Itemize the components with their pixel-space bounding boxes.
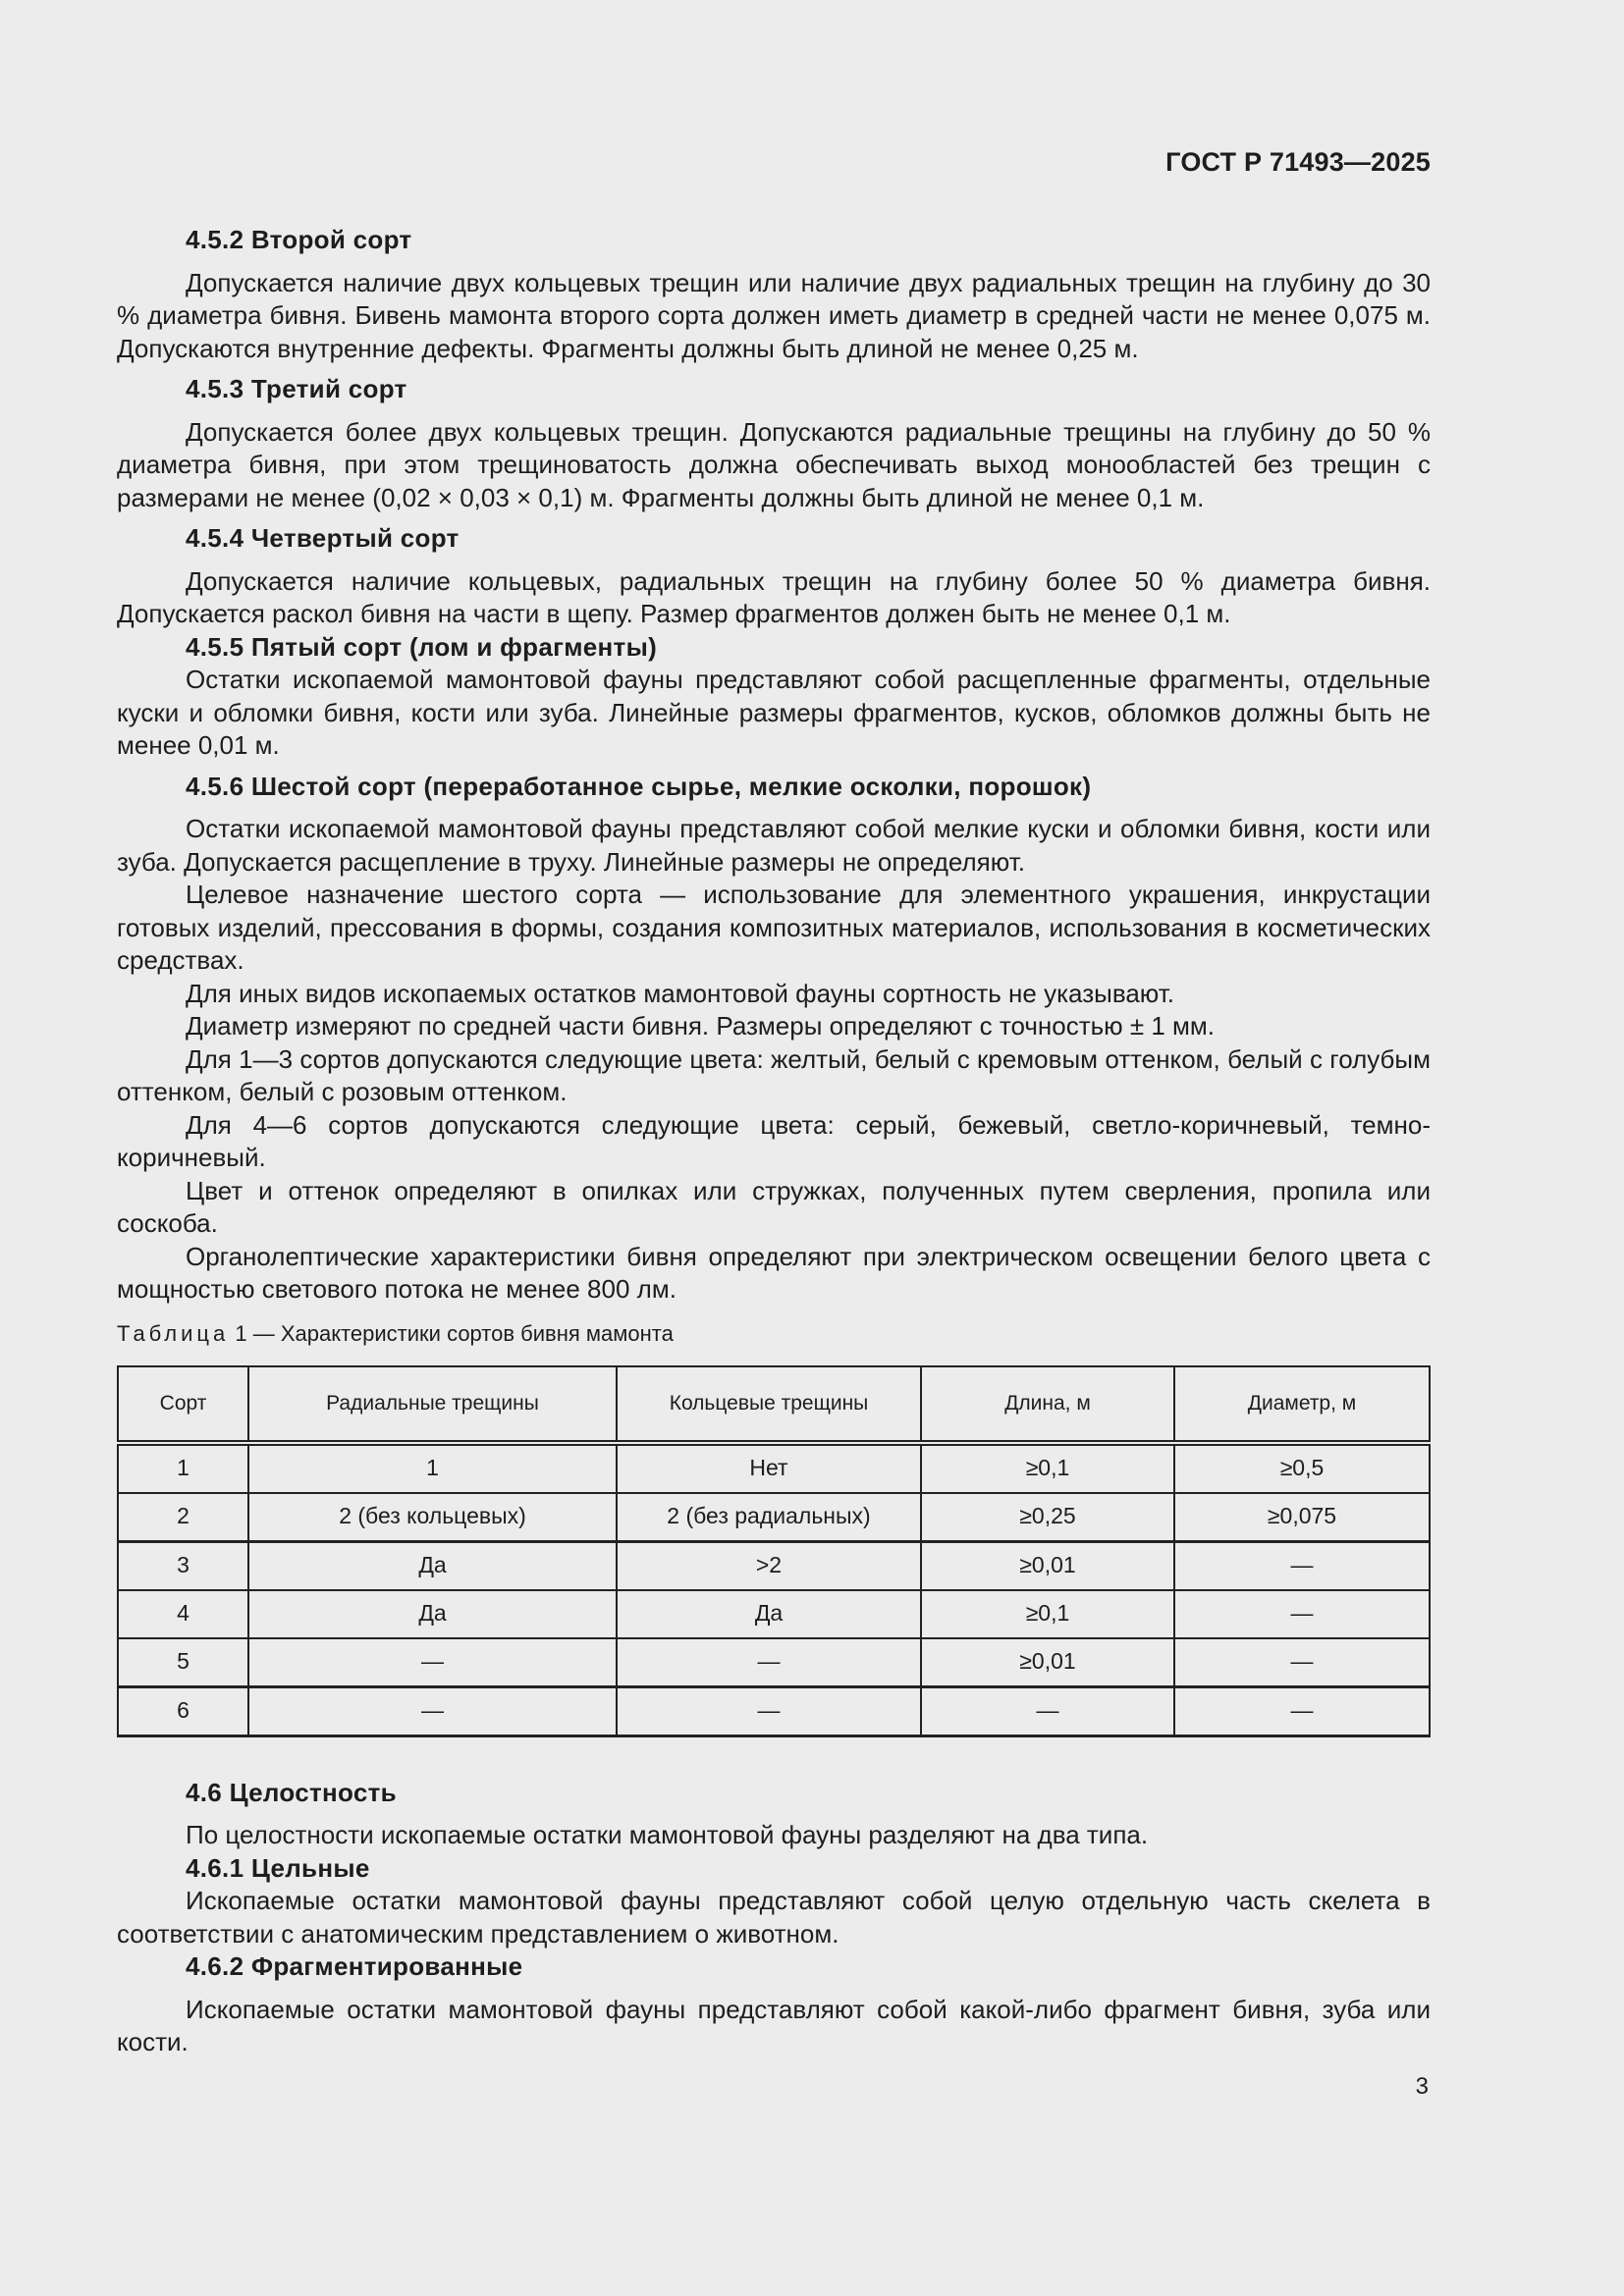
table-cell: 4 [118, 1590, 248, 1638]
table-cell: ≥0,1 [921, 1443, 1174, 1493]
table-cell: — [921, 1686, 1174, 1735]
paragraph-4-5-2: Допускается наличие двух кольцевых трещин или наличие двух радиальных трещин на глубину до 30 % диаметра бивня. Бивень мамонта второго сорта должен иметь диаметр в средней части не менее 0,075 м. Допускаются внутренние дефекты. Фрагменты должны быть длиной не менее 0,25 м. [117, 267, 1431, 363]
paragraph-4-5-6-a: Остатки ископаемой мамонтовой фауны представляют собой мелкие куски и обломки бивня, кости или зуба. Допускается расщепление в труху. Линейные размеры не определяют. [117, 814, 1431, 877]
paragraph-4-6-1: Ископаемые остатки мамонтовой фауны представляют собой целую отдельную часть скелета в соответствии с анатомическим представлением о животном. [117, 1886, 1431, 1949]
paragraph-4-5-6-d: Диаметр измеряют по средней части бивня. Размеры определяют с точностью ± 1 мм. [186, 1011, 1216, 1041]
table-cell: ≥0,5 [1174, 1443, 1430, 1493]
table-cell: — [248, 1686, 617, 1735]
paragraph-4-6-2: Ископаемые остатки мамонтовой фауны представляют собой какой-либо фрагмент бивня, зуба или кости. [117, 1994, 1431, 2056]
paragraph-4-6: По целостности ископаемые остатки мамонтовой фауны разделяют на два типа. [186, 1820, 1149, 1849]
paragraph-4-5-6-f: Для 4—6 сортов допускаются следующие цвета: серый, бежевый, светло-коричневый, темно-коричневый. [117, 1109, 1431, 1172]
table-cell: — [1174, 1638, 1430, 1687]
document-body [117, 224, 1431, 2059]
table-row [118, 1443, 1430, 1493]
table-row [118, 1493, 1430, 1542]
table-cell: 5 [118, 1638, 248, 1687]
table-cell: — [1174, 1590, 1430, 1638]
paragraph-4-5-6-g: Цвет и оттенок определяют в опилках или стружках, полученных путем сверления, пропила или соскоба. [117, 1175, 1431, 1238]
heading-4-5-4: 4.5.4 Четвертый сорт [186, 523, 460, 553]
table-cell: ≥0,01 [921, 1638, 1174, 1687]
paragraph-4-5-6-c: Для иных видов ископаемых остатков мамонтовой фауны сортность не указывают. [186, 978, 1174, 1008]
table-cell: 1 [118, 1443, 248, 1493]
table-row [118, 1686, 1430, 1735]
paragraph-4-5-3: Допускается более двух кольцевых трещин. Допускаются радиальные трещины на глубину до 50 % диаметра бивня, при этом трещиноватость должна обеспечивать выход монообластей без трещин с размерами не менее (0,02 × 0,03 × 0,1) м. Фрагменты должны быть длиной не менее 0,1 м. [117, 416, 1431, 512]
column-header: Кольцевые трещины [617, 1366, 921, 1443]
table-cell: 1 [248, 1443, 617, 1493]
heading-4-6-1: 4.6.1 Цельные [186, 1852, 370, 1883]
table-cell: ≥0,1 [921, 1590, 1174, 1638]
table-cell: — [1174, 1686, 1430, 1735]
table-caption-text: 1 — Характеристики сортов бивня мамонта [229, 1320, 674, 1346]
paragraph-4-5-4: Допускается наличие кольцевых, радиальных трещин на глубину более 50 % диаметра бивня. Допускается раскол бивня на части в щепу. Размер фрагментов должен быть не менее 0,1 м. [117, 565, 1431, 628]
table-cell: — [1174, 1541, 1430, 1590]
heading-4-5-3: 4.5.3 Третий сорт [186, 374, 407, 403]
document-header: ГОСТ Р 71493—2025 [1165, 147, 1431, 177]
column-header: Радиальные трещины [248, 1366, 617, 1443]
heading-4-5-5: 4.5.5 Пятый сорт (лом и фрагменты) [186, 631, 658, 662]
table-cell: ≥0,075 [1174, 1493, 1430, 1542]
paragraph-4-5-6-h: Органолептические характеристики бивня определяют при электрическом освещении белого цвета с мощностью светового потока не менее 800 лм. [117, 1241, 1431, 1304]
table-cell: 2 (без кольцевых) [248, 1493, 617, 1542]
table-cell: — [617, 1686, 921, 1735]
table-cell: Да [248, 1541, 617, 1590]
column-header: Сорт [118, 1366, 248, 1443]
table-cell: ≥0,01 [921, 1541, 1174, 1590]
table-cell: Да [617, 1590, 921, 1638]
paragraph-4-5-6-b: Целевое назначение шестого сорта — использование для элементного украшения, инкрустации готовых изделий, прессования в формы, создания композитных материалов, использования в косметических средствах. [117, 880, 1431, 975]
table-cell: ≥0,25 [921, 1493, 1174, 1542]
page-number: 3 [1415, 2073, 1429, 2100]
column-header: Диаметр, м [1174, 1366, 1430, 1443]
heading-4-5-6: 4.5.6 Шестой сорт (переработанное сырье, мелкие осколки, порошок) [186, 771, 1092, 801]
paragraph-4-5-5: Остатки ископаемой мамонтовой фауны представляют собой расщепленные фрагменты, отдельные куски и обломки бивня, кости или зуба. Линейные размеры фрагментов, кусков, обломков должны быть не менее 0,01 м. [117, 665, 1431, 760]
heading-4-5-2: 4.5.2 Второй сорт [186, 225, 412, 254]
table-header-row [118, 1366, 1430, 1443]
table-caption [117, 1320, 1431, 1348]
table-cell: Нет [617, 1443, 921, 1493]
table-cell: Да [248, 1590, 617, 1638]
table-row [118, 1638, 1430, 1687]
heading-4-6: 4.6 Целостность [186, 1777, 397, 1807]
grades-table [117, 1365, 1431, 1737]
table-cell: — [248, 1638, 617, 1687]
table-row [118, 1541, 1430, 1590]
table-caption-label: Таблица [117, 1320, 230, 1346]
table-cell: 2 (без радиальных) [617, 1493, 921, 1542]
table-cell: 2 [118, 1493, 248, 1542]
table-cell: >2 [617, 1541, 921, 1590]
table-cell: 3 [118, 1541, 248, 1590]
heading-4-6-2: 4.6.2 Фрагментированные [186, 1951, 523, 1981]
table-cell: — [617, 1638, 921, 1687]
paragraph-4-5-6-e: Для 1—3 сортов допускаются следующие цвета: желтый, белый с кремовым оттенком, белый с голубым оттенком, белый с розовым оттенком. [117, 1043, 1431, 1106]
table-row [118, 1590, 1430, 1638]
column-header: Длина, м [921, 1366, 1174, 1443]
table-cell: 6 [118, 1686, 248, 1735]
